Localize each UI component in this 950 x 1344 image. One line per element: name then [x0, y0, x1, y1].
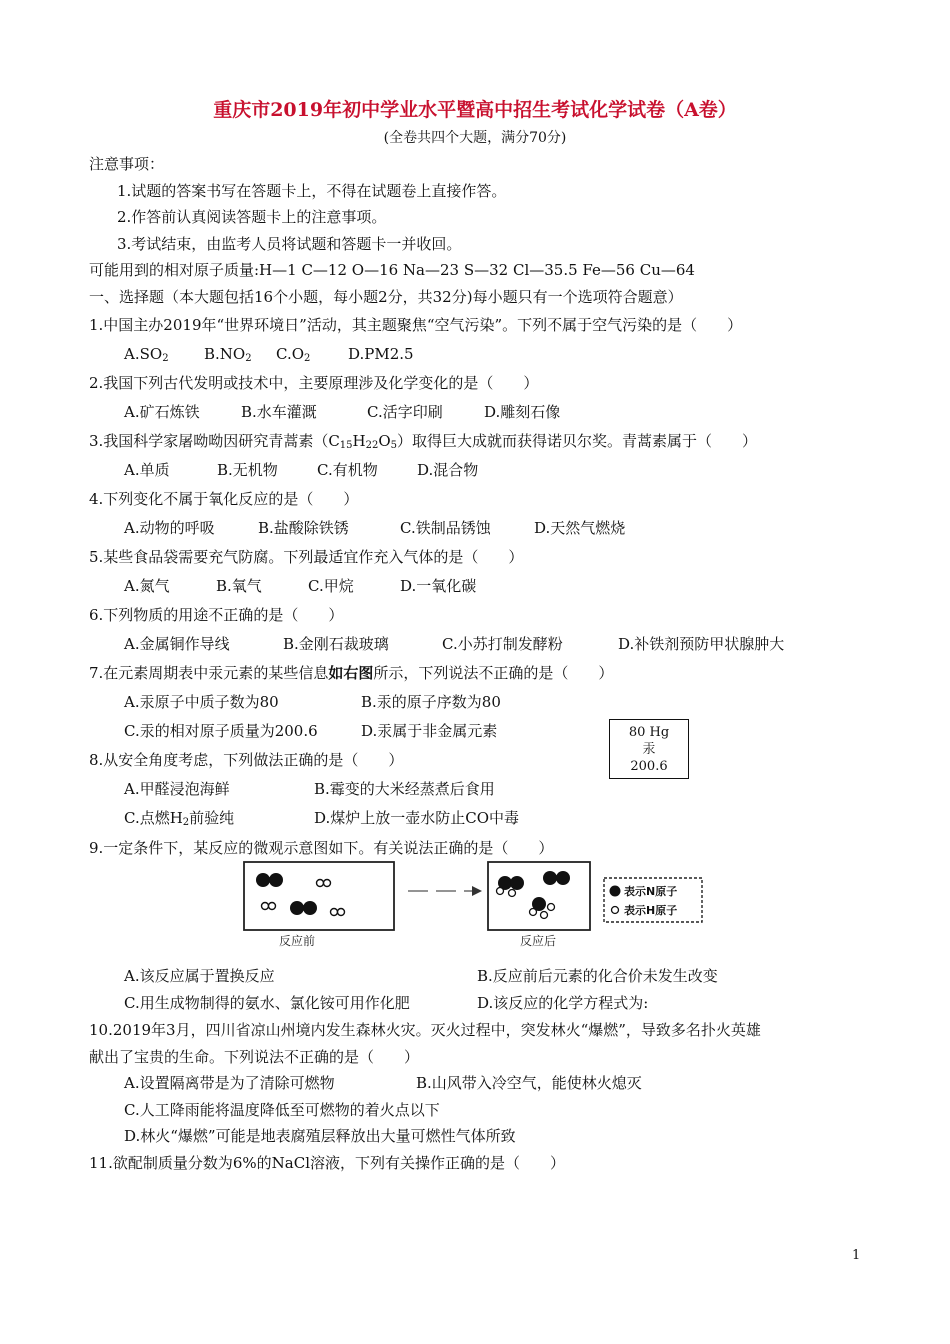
- notice-item-2: 2.作答前认真阅读答题卡上的注意事项。: [117, 208, 387, 226]
- option-b: B.金刚石裁玻璃: [283, 635, 389, 653]
- legend-h-atom-icon: [612, 907, 619, 914]
- option-a: A.动物的呼吸: [124, 519, 215, 537]
- question-5-options: [124, 576, 476, 596]
- question-4-options: [124, 518, 625, 538]
- option-d: D.一氧化碳: [400, 577, 477, 595]
- question-9-stem: 9.一定条件下，某反应的微观示意图如下。有关说法正确的是（ ）: [89, 839, 554, 857]
- question-3-stem: 3.我国科学家屠呦呦因研究青蒿素$(C_{15}H_{22}O_5)$取得巨大成就而获得诺贝尔奖。青蒿素属于（ ）: [89, 432, 758, 451]
- option-c: C.点燃$H_2$前验纯: [124, 809, 235, 828]
- question-10-options-row1: [124, 1073, 642, 1093]
- option-b: B.水车灌溉: [241, 403, 317, 421]
- page-subtitle: (全卷共四个大题，满分70分): [383, 130, 567, 146]
- page-title: 重庆市2019年初中学业水平暨高中招生考试化学试卷（A卷）: [213, 99, 737, 121]
- section-heading: 一、选择题（本大题包括16个小题，每小题2分，共32分)每小题只有一个选项符合题意）: [89, 288, 683, 306]
- option-d: D.天然气燃烧: [534, 519, 626, 537]
- option-d: D.PM2.5: [348, 345, 414, 363]
- option-c: C.铁制品锈蚀: [400, 519, 491, 537]
- option-b: B.霉变的大米经蒸煮后食用: [314, 780, 495, 798]
- notice-item-3: 3.考试结束，由监考人员将试题和答题卡一并收回。: [117, 235, 462, 253]
- legend-n-label: 表示N原子: [624, 885, 678, 898]
- option-a: A.矿石炼铁: [124, 403, 200, 421]
- label-after: 反应后: [520, 934, 557, 948]
- option-d: D.煤炉上放一壶水防止CO中毒: [314, 809, 520, 827]
- option-d: D.补铁剂预防甲状腺肿大: [618, 635, 785, 653]
- option-c: C.用生成物制得的氨水、氯化铵可用作化肥: [124, 994, 410, 1012]
- option-a: A.单质: [124, 461, 170, 479]
- option-d: D.汞属于非金属元素: [361, 722, 498, 740]
- legend-n-atom-icon: [610, 886, 621, 897]
- question-10-stem-line2: 献出了宝贵的生命。下列说法不正确的是（ ）: [89, 1048, 420, 1066]
- option-b: B.盐酸除铁锈: [258, 519, 349, 537]
- question-4-stem: 4.下列变化不属于氧化反应的是（ ）: [89, 490, 359, 508]
- option-c: C.有机物: [317, 461, 378, 479]
- question-1-options: [124, 344, 414, 364]
- option-a: A.该反应属于置换反应: [124, 967, 275, 985]
- notice-item-1: 1.试题的答案书写在答题卡上，不得在试题卷上直接作答。: [117, 182, 507, 200]
- legend-h-label: 表示H原子: [624, 904, 678, 917]
- question-7-stem: 7.在元素周期表中汞元素的某些信息如右图所示，下列说法不正确的是（ ）: [89, 664, 614, 682]
- element-name: 汞: [642, 742, 656, 757]
- option-a: A.设置隔离带是为了清除可燃物: [124, 1074, 335, 1092]
- before-box: [244, 862, 394, 930]
- question-3-options: [124, 460, 478, 480]
- question-10-option-d: D.林火“爆燃”可能是地表腐殖层释放出大量可燃性气体所致: [124, 1127, 516, 1145]
- question-7-options-row2: [124, 721, 497, 741]
- page-number: 1: [852, 1248, 861, 1263]
- after-box: [488, 862, 590, 930]
- option-d: D.混合物: [417, 461, 479, 479]
- option-c: C.活字印刷: [367, 403, 443, 421]
- question-6-stem: 6.下列物质的用途不正确的是（ ）: [89, 606, 344, 624]
- option-b: B.山风带入冷空气，能使林火熄灭: [416, 1074, 642, 1092]
- option-c: C.汞的相对原子质量为200.6: [124, 722, 318, 740]
- option-d: D.雕刻石像: [484, 403, 561, 421]
- question-8-options-row1: [124, 779, 495, 799]
- label-before: 反应前: [279, 934, 316, 948]
- question-7-options-row1: [124, 692, 501, 712]
- question-10-option-c: C.人工降雨能将温度降低至可燃物的着火点以下: [124, 1101, 440, 1119]
- question-9-options-row2: [124, 993, 648, 1013]
- option-b: $B.NO_2$: [204, 345, 252, 364]
- option-c: $C.O_2$: [276, 345, 311, 364]
- option-c: C.甲烷: [308, 577, 354, 595]
- atomic-mass-line: 可能用到的相对原子质量:H—1 C—12 O—16 Na—23 S—32 Cl—35.5 Fe—56 Cu—64: [89, 261, 695, 279]
- option-a: A.金属铜作导线: [124, 635, 230, 653]
- notice-heading: 注意事项：: [89, 155, 165, 173]
- question-10-stem-line1: 10.2019年3月，四川省凉山州境内发生森林火灾。灭火过程中，突发林火“爆燃”，导致多名扑火英雄: [89, 1021, 761, 1039]
- option-b: B.汞的原子序数为80: [361, 693, 501, 711]
- question-2-stem: 2.我国下列古代发明或技术中，主要原理涉及化学变化的是（ ）: [89, 374, 539, 392]
- nh3-molecule-3: [530, 897, 555, 919]
- option-b: B.氧气: [216, 577, 262, 595]
- question-2-options: [124, 402, 560, 422]
- option-a: $A.SO_2$: [124, 345, 169, 364]
- option-a: A.氮气: [124, 577, 170, 595]
- element-mass: 200.6: [630, 759, 668, 774]
- option-a: A.甲醛浸泡海鲜: [124, 780, 230, 798]
- nh3-molecule-2: [543, 871, 570, 885]
- reaction-diagram: [236, 858, 706, 953]
- option-d: D.该反应的化学方程式为:: [477, 994, 649, 1012]
- question-6-options: [124, 634, 784, 654]
- question-5-stem: 5.某些食品袋需要充气防腐。下列最适宜作充入气体的是（ ）: [89, 548, 524, 566]
- question-1-stem: 1.中国主办2019年“世界环境日”活动，其主题聚焦“空气污染”。下列不属于空气污染的是（ ）: [89, 316, 743, 334]
- option-b: B.无机物: [217, 461, 278, 479]
- option-c: C.小苏打制发酵粉: [442, 635, 563, 653]
- option-a: A.汞原子中质子数为80: [124, 693, 279, 711]
- question-8-stem: 8.从安全角度考虑，下列做法正确的是（ ）: [89, 751, 404, 769]
- mercury-element-card: [609, 719, 689, 779]
- question-9-options-row1: [124, 966, 718, 986]
- question-8-options-row2: [124, 808, 519, 828]
- question-11-stem: 11.欲配制质量分数为6%的NaCl溶液，下列有关操作正确的是（ ）: [89, 1154, 565, 1172]
- element-number-symbol: 80 Hg: [628, 725, 670, 740]
- option-b: B.反应前后元素的化合价未发生改变: [477, 967, 718, 985]
